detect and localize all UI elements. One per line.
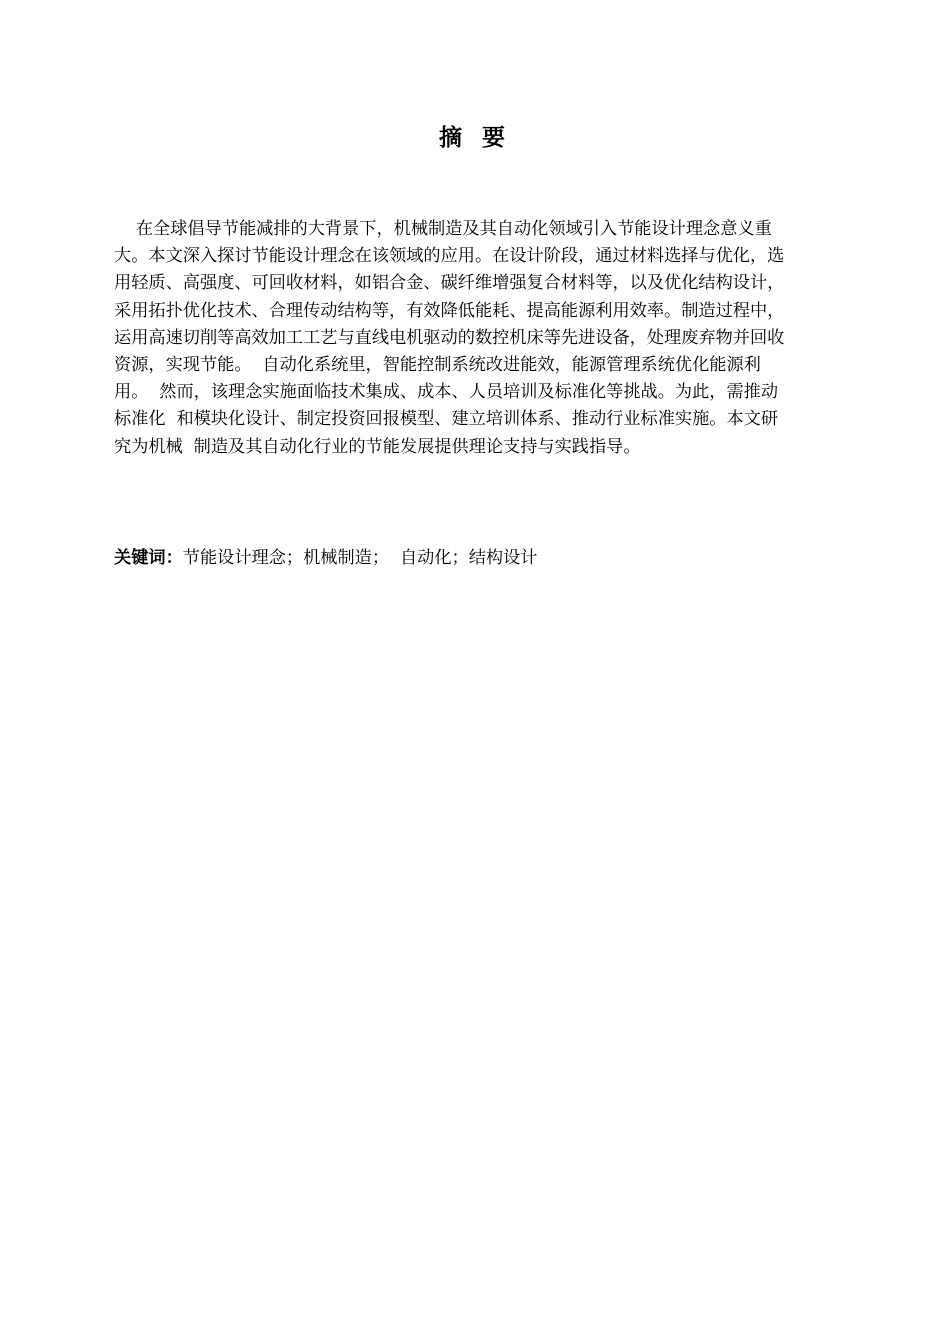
abstract-body (114, 216, 864, 461)
keywords-line (114, 545, 864, 572)
keywords-label: 关键词： (114, 548, 183, 568)
keywords-value: 节能设计理念；机械制造； 自动化；结构设计 (182, 548, 538, 568)
abstract-title: 摘 要 (438, 125, 511, 151)
abstract-line: 大。本文深入探讨节能设计理念在该领域的应用。在设计阶段，通过材料选择与优化，选 (114, 246, 785, 267)
abstract-line: 用轻质、高强度、可回收材料，如铝合金、碳纤维增强复合材料等，以及优化结构设计， (114, 273, 785, 294)
abstract-line: 用。 然而，该理念实施面临技术集成、成本、人员培训及标准化等挑战。为此，需推动 (114, 382, 779, 403)
abstract-line: 运用高速切削等高效加工工艺与直线电机驱动的数控机床等先进设备，处理废弃物并回收 (114, 327, 785, 348)
abstract-line: 资源，实现节能。 自动化系统里，智能控制系统改进能效，能源管理系统优化能源利 (114, 354, 761, 375)
abstract-line: 在全球倡导节能减排的大背景下，机械制造及其自动化领域引入节能设计理念意义重 (114, 219, 772, 239)
abstract-line: 标准化 和模块化设计、制定投资回报模型、建立培训体系、推动行业标准实施。本文研 (114, 409, 779, 430)
abstract-line: 究为机械 制造及其自动化行业的节能发展提供理论支持与实践指导。 (114, 436, 641, 457)
abstract-line: 采用拓扑优化技术、合理传动结构等，有效降低能耗、提高能源利用效率。制造过程中， (114, 300, 785, 321)
